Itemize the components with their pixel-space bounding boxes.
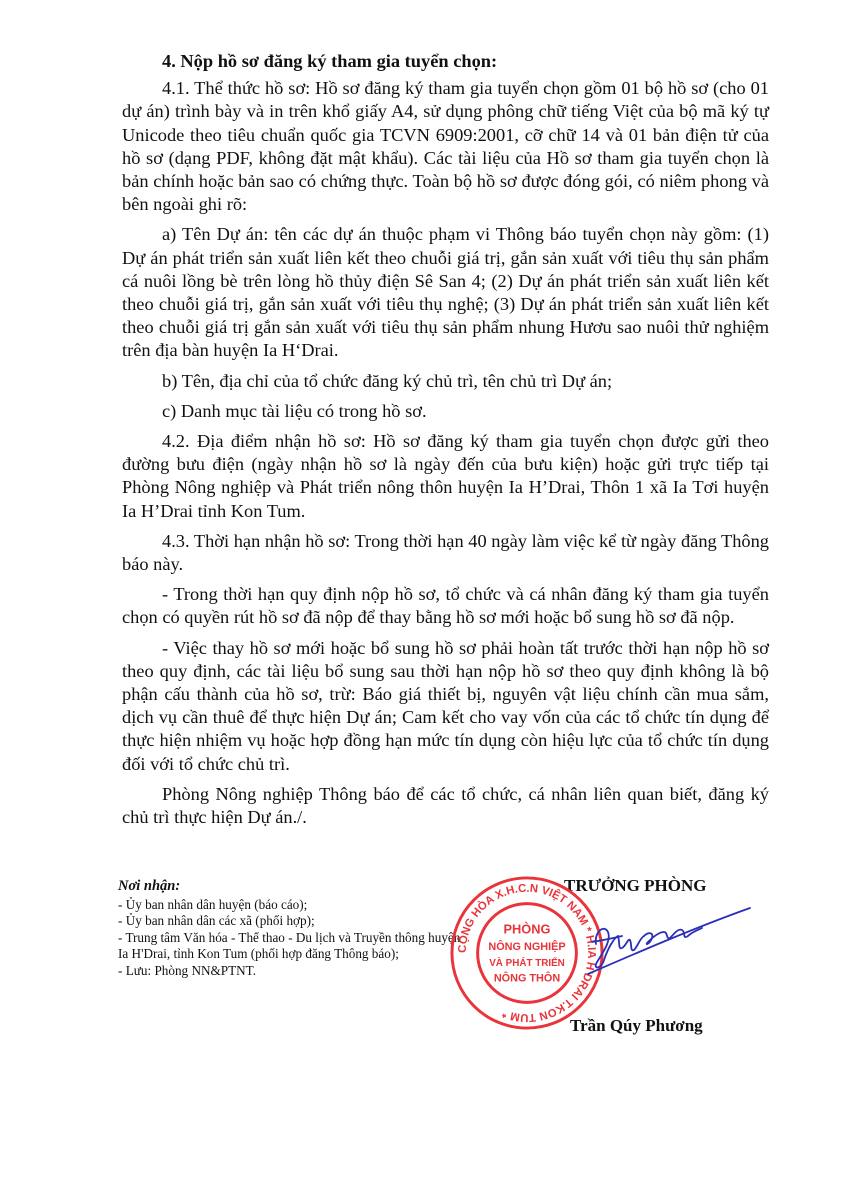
svg-text:CỘNG HÒA X.H.C.N VIỆT NAM * H.: CỘNG HÒA X.H.C.N VIỆT NAM * H.IA H'DRAI T.KON TUM * bbox=[456, 882, 598, 1024]
signer-name: Trần Qúy Phương bbox=[570, 1016, 703, 1035]
paragraph-4-1: 4.1. Thể thức hồ sơ: Hồ sơ đăng ký tham gia tuyển chọn gồm 01 bộ hồ sơ (cho 01 dự án) trình bày và in trên khổ giấy A4, sử dụng phông chữ tiếng Việt của bộ mã ký tự Unicode theo tiêu chuẩn quốc gia TCVN 6909:2001, cỡ chữ 14 và 01 bản điện tử của hồ sơ (dạng PDF, không đặt mật khẩu). Các tài liệu của Hồ sơ tham gia tuyển chọn là bản chính hoặc bản sao có chứng thực. Toàn bộ hồ sơ được đóng gói, có niêm phong và bên ngoài ghi rõ: bbox=[122, 78, 769, 215]
paragraph-4-3: 4.3. Thời hạn nhận hồ sơ: Trong thời hạn 40 ngày làm việc kể từ ngày đăng Thông báo này. bbox=[122, 530, 769, 575]
recipient-item: - Ủy ban nhân dân các xã (phối hợp); bbox=[118, 913, 315, 928]
paragraph-4-2: 4.2. Địa điểm nhận hồ sơ: Hồ sơ đăng ký tham gia tuyển chọn được gửi theo đường bưu điện (ngày nhận hồ sơ là ngày đến của bưu kiện) hoặc gửi trực tiếp tại Phòng Nông nghiệp và Phát triển nông thôn huyện Ia H’Drai, Thôn 1 xã Ia Tơi huyện Ia H’Drai tỉnh Kon Tum. bbox=[122, 431, 769, 521]
section-body bbox=[122, 50, 769, 836]
paragraph-c: c) Danh mục tài liệu có trong hồ sơ. bbox=[162, 400, 427, 421]
svg-text:PHÒNG: PHÒNG bbox=[503, 921, 551, 937]
recipient-item: - Trung tâm Văn hóa - Thể thao - Du lịch và Truyền thông huyện Ia H'Drai, tỉnh Kon Tum (phối hợp đăng Thông báo); bbox=[118, 929, 461, 961]
svg-text:VÀ PHÁT TRIỂN: VÀ PHÁT TRIỂN bbox=[489, 957, 565, 969]
recipients-block bbox=[118, 878, 468, 979]
svg-text:NÔNG NGHIỆP: NÔNG NGHIỆP bbox=[488, 941, 566, 954]
recipient-item: - Lưu: Phòng NN&PTNT. bbox=[118, 962, 257, 978]
paragraph-b: b) Tên, địa chỉ của tổ chức đăng ký chủ trì, tên chủ trì Dự án; bbox=[162, 370, 613, 391]
paragraph-withdraw: - Trong thời hạn quy định nộp hồ sơ, tổ chức và cá nhân đăng ký tham gia tuyển chọn có quyền rút hồ sơ đã nộp để thay bằng hồ sơ mới hoặc bổ sung hồ sơ đã nộp. bbox=[122, 584, 769, 628]
paragraph-closing: Phòng Nông nghiệp Thông báo để các tổ chức, cá nhân liên quan biết, đăng ký chủ trì thực hiện Dự án./. bbox=[122, 783, 769, 828]
recipients-heading: Nơi nhận: bbox=[118, 878, 181, 894]
section-heading: 4. Nộp hồ sơ đăng ký tham gia tuyển chọn: bbox=[162, 51, 498, 71]
svg-text:NÔNG THÔN: NÔNG THÔN bbox=[493, 972, 561, 985]
recipient-item: - Ủy ban nhân dân huyện (báo cáo); bbox=[118, 896, 308, 912]
paragraph-replace: - Việc thay hồ sơ mới hoặc bổ sung hồ sơ phải hoàn tất trước thời hạn nộp hồ sơ theo quy định, các tài liệu bổ sung sau thời hạn nộp hồ sơ theo quy định không là bộ phận cấu thành của hồ sơ, trừ: Báo giá thiết bị, nguyên vật liệu chính cần mua sắm, dịch vụ cần thuê để thực hiện Dự án; Cam kết cho vay vốn của các tổ chức tín dụng để thực hiện nhiệm vụ hoặc hợp đồng hạn mức tín dụng còn hiệu lực của tổ chức tín dụng đối với tổ chức chủ trì. bbox=[122, 637, 769, 774]
paragraph-a: a) Tên Dự án: tên các dự án thuộc phạm vi Thông báo tuyển chọn này gồm: (1) Dự án phát triển sản xuất liên kết theo chuỗi giá trị, gắn sản xuất với tiêu thụ sản phẩm cá nuôi lồng bè trên lòng hồ thủy điện Sê San 4; (2) Dự án phát triển sản xuất liên kết theo chuỗi giá trị, gắn sản xuất với tiêu thụ nghệ; (3) Dự án phát triển sản xuất liên kết theo chuỗi giá trị gắn sản xuất với tiêu thụ sản phẩm nhung Hươu sao nuôi thử nghiệm trên địa bàn huyện Ia H‘Drai. bbox=[122, 224, 769, 361]
signer-title: TRƯỞNG PHÒNG bbox=[564, 876, 707, 895]
handwritten-signature bbox=[574, 902, 754, 982]
